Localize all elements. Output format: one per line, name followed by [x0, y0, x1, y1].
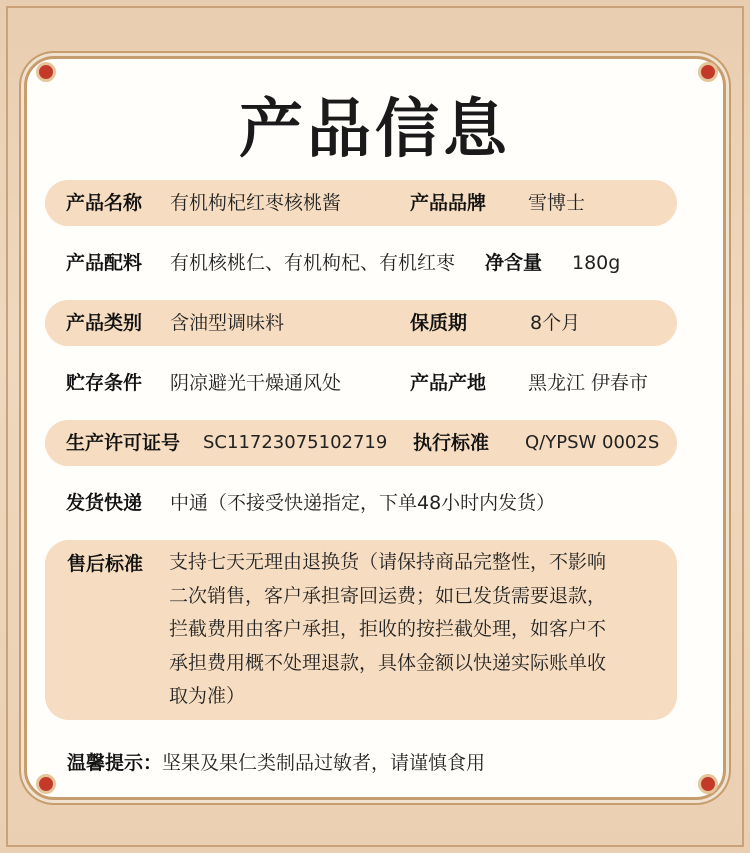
row-label: 净含量	[485, 252, 543, 274]
corner-ornament-bottom-right	[698, 774, 718, 794]
after-sales-block	[45, 540, 677, 720]
row-value: 含油型调味料	[170, 312, 285, 334]
row-value: 180g	[572, 252, 621, 274]
row-label: 贮存条件	[66, 372, 143, 394]
row-value: 有机枸杞红枣核桃酱	[170, 192, 342, 214]
row-label: 产品名称	[66, 192, 143, 214]
after-sales-line: 承担费用概不处理退款，具体金额以快递实际账单收	[169, 651, 607, 674]
info-row	[45, 240, 677, 286]
after-sales-line: 取为准）	[169, 685, 246, 707]
row-label: 保质期	[410, 312, 468, 334]
row-label: 发货快递	[66, 492, 143, 514]
after-sales-text	[169, 546, 669, 714]
info-row	[45, 360, 677, 406]
row-label: 产品品牌	[410, 192, 487, 214]
after-sales-line: 支持七天无理由退换货（请保持商品完整性，不影响	[169, 551, 607, 573]
info-row	[45, 180, 677, 226]
row-value: 8个月	[530, 312, 581, 334]
corner-ornament-bottom-left	[36, 774, 56, 794]
row-label: 产品产地	[410, 372, 487, 394]
row-value: 黑龙江 伊春市	[528, 372, 649, 394]
row-value: SC11723075102719	[203, 432, 388, 453]
info-row	[45, 420, 677, 466]
row-label: 产品类别	[66, 312, 143, 334]
after-sales-line: 二次销售，客户承担寄回运费；如已发货需要退款，	[169, 584, 607, 607]
row-value: Q/YPSW 0002S	[525, 432, 660, 453]
tip-text: 坚果及果仁类制品过敏者，请谨慎食用	[162, 752, 486, 774]
after-sales-label: 售后标准	[67, 553, 144, 575]
info-row	[45, 480, 677, 526]
row-label: 生产许可证号	[66, 432, 181, 454]
info-row	[45, 300, 677, 346]
tip-label: 温馨提示：	[67, 752, 163, 774]
row-value: 雪博士	[528, 192, 586, 214]
row-value: 有机核桃仁、有机枸杞、有机红枣	[170, 252, 456, 274]
page-title: 产品信息	[239, 93, 511, 167]
row-value: 中通（不接受快递指定，下单48小时内发货）	[170, 492, 556, 514]
row-value: 阴凉避光干燥通风处	[170, 372, 342, 394]
after-sales-line: 拦截费用由客户承担，拒收的按拦截处理，如客户不	[169, 618, 607, 640]
row-label: 产品配料	[66, 252, 143, 274]
row-label: 执行标准	[413, 432, 490, 454]
warm-tip	[67, 748, 485, 775]
